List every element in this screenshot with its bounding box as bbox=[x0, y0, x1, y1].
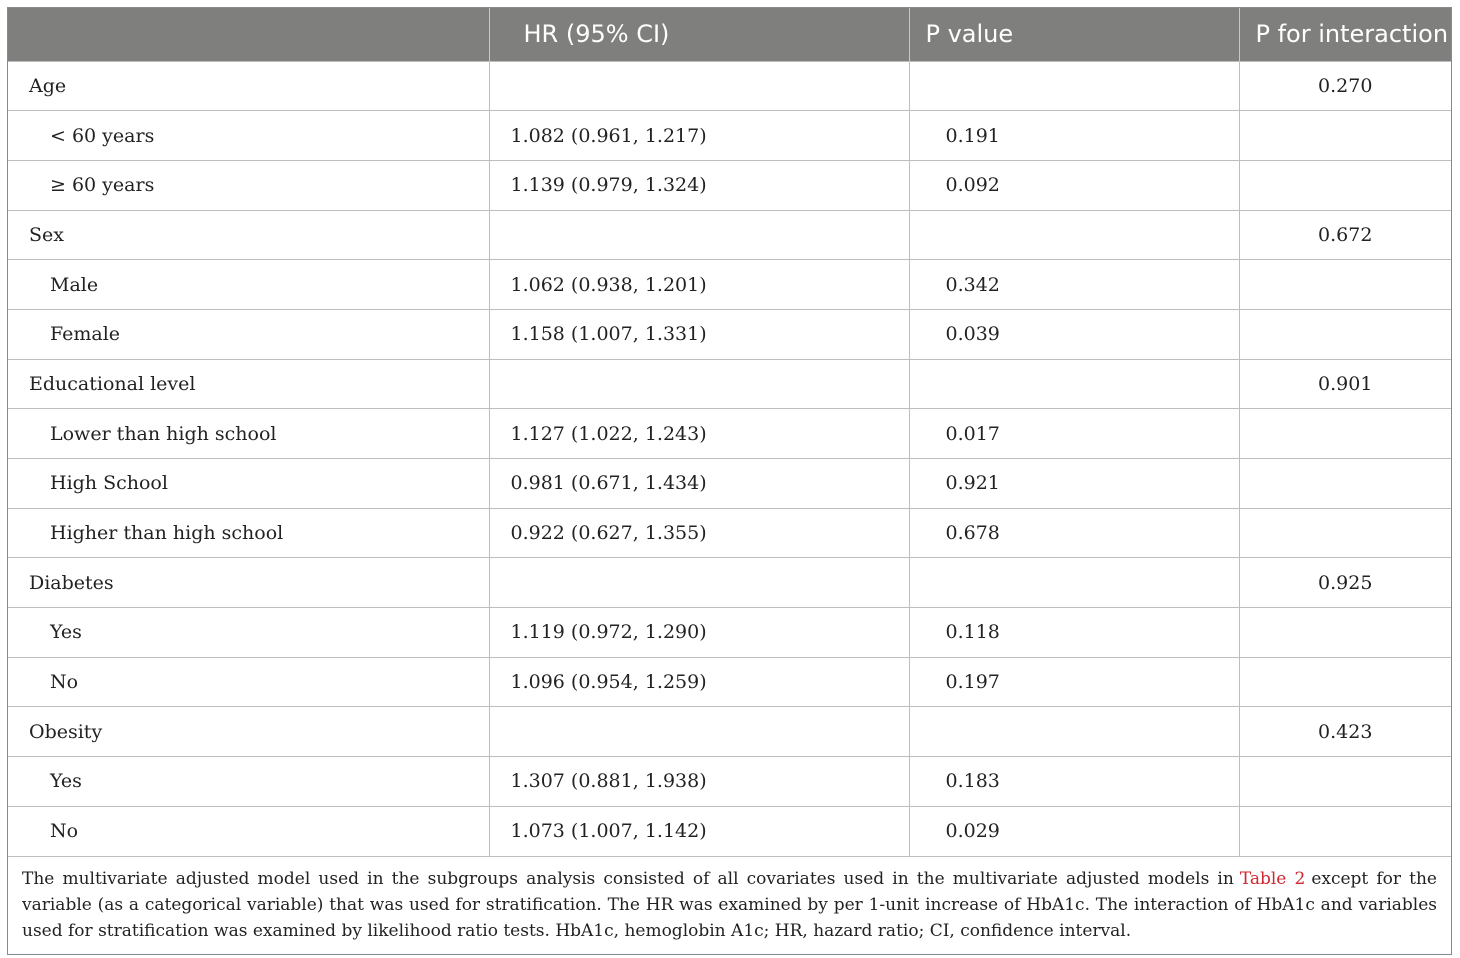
table-row bbox=[8, 707, 1451, 757]
table-row bbox=[8, 459, 1451, 509]
table-row bbox=[8, 508, 1451, 558]
table-row bbox=[8, 359, 1451, 409]
row-label: ≥ 60 years bbox=[8, 160, 489, 210]
row-p-value: 0.092 bbox=[909, 160, 1239, 210]
row-hr bbox=[489, 359, 909, 409]
row-hr: 1.073 (1.007, 1.142) bbox=[489, 806, 909, 856]
row-label: Age bbox=[8, 61, 489, 111]
row-p-value bbox=[909, 558, 1239, 608]
footnote-text-after: except for the variable (as a categorical variable) that was used for stratification. The HR was examined by per 1-unit increase of HbA1c. The interaction of HbA1c and variables used for stratification was examined by likelihood ratio tests. HbA1c, hemoglobin A1c; HR, hazard ratio; CI, confidence interval. bbox=[22, 869, 1437, 941]
row-label: No bbox=[8, 806, 489, 856]
row-p-value: 0.183 bbox=[909, 757, 1239, 807]
row-hr: 0.922 (0.627, 1.355) bbox=[489, 508, 909, 558]
row-hr bbox=[489, 707, 909, 757]
row-label: Educational level bbox=[8, 359, 489, 409]
row-p-interaction bbox=[1239, 459, 1451, 509]
row-p-interaction: 0.423 bbox=[1239, 707, 1451, 757]
row-label: Sex bbox=[8, 210, 489, 260]
row-p-value bbox=[909, 210, 1239, 260]
row-p-value bbox=[909, 61, 1239, 111]
subgroup-analysis-table bbox=[7, 7, 1452, 955]
row-p-interaction bbox=[1239, 409, 1451, 459]
footnote-text-before: The multivariate adjusted model used in the subgroups analysis consisted of all covariates used in the multivariate adjusted models in bbox=[22, 869, 1234, 889]
row-label: Yes bbox=[8, 757, 489, 807]
row-hr bbox=[489, 558, 909, 608]
row-hr: 1.119 (0.972, 1.290) bbox=[489, 608, 909, 658]
row-label: Male bbox=[8, 260, 489, 310]
row-hr bbox=[489, 210, 909, 260]
row-label: Lower than high school bbox=[8, 409, 489, 459]
row-p-value: 0.029 bbox=[909, 806, 1239, 856]
table-body bbox=[8, 61, 1451, 856]
row-p-interaction: 0.925 bbox=[1239, 558, 1451, 608]
row-hr: 1.158 (1.007, 1.331) bbox=[489, 309, 909, 359]
header-row bbox=[8, 8, 1451, 61]
row-hr bbox=[489, 61, 909, 111]
row-p-interaction bbox=[1239, 806, 1451, 856]
row-label: No bbox=[8, 657, 489, 707]
row-hr: 1.082 (0.961, 1.217) bbox=[489, 111, 909, 161]
table-footnote bbox=[8, 856, 1451, 954]
table-row bbox=[8, 806, 1451, 856]
row-hr: 0.981 (0.671, 1.434) bbox=[489, 459, 909, 509]
row-p-interaction bbox=[1239, 309, 1451, 359]
row-label: Higher than high school bbox=[8, 508, 489, 558]
row-p-value: 0.678 bbox=[909, 508, 1239, 558]
table-row bbox=[8, 409, 1451, 459]
table-row bbox=[8, 210, 1451, 260]
row-p-value: 0.342 bbox=[909, 260, 1239, 310]
row-p-value: 0.191 bbox=[909, 111, 1239, 161]
row-p-interaction: 0.270 bbox=[1239, 61, 1451, 111]
row-label: Yes bbox=[8, 608, 489, 658]
table-row bbox=[8, 260, 1451, 310]
row-p-interaction bbox=[1239, 160, 1451, 210]
header-p-value: P value bbox=[909, 8, 1239, 61]
row-hr: 1.062 (0.938, 1.201) bbox=[489, 260, 909, 310]
row-label: Diabetes bbox=[8, 558, 489, 608]
row-hr: 1.139 (0.979, 1.324) bbox=[489, 160, 909, 210]
table-row bbox=[8, 657, 1451, 707]
row-p-interaction bbox=[1239, 508, 1451, 558]
table-2-link[interactable]: Table 2 bbox=[1239, 869, 1306, 889]
row-hr: 1.096 (0.954, 1.259) bbox=[489, 657, 909, 707]
data-table bbox=[8, 8, 1451, 856]
table-header bbox=[8, 8, 1451, 61]
table-row bbox=[8, 757, 1451, 807]
row-p-interaction bbox=[1239, 757, 1451, 807]
table-row bbox=[8, 558, 1451, 608]
row-p-value: 0.118 bbox=[909, 608, 1239, 658]
row-p-value bbox=[909, 707, 1239, 757]
header-hr: HR (95% CI) bbox=[489, 8, 909, 61]
row-p-interaction: 0.672 bbox=[1239, 210, 1451, 260]
table-row bbox=[8, 309, 1451, 359]
row-label: Obesity bbox=[8, 707, 489, 757]
table-row bbox=[8, 608, 1451, 658]
row-p-interaction bbox=[1239, 608, 1451, 658]
row-p-interaction bbox=[1239, 111, 1451, 161]
row-label: Female bbox=[8, 309, 489, 359]
table-row bbox=[8, 111, 1451, 161]
row-p-interaction: 0.901 bbox=[1239, 359, 1451, 409]
row-label: High School bbox=[8, 459, 489, 509]
row-label: < 60 years bbox=[8, 111, 489, 161]
row-p-value bbox=[909, 359, 1239, 409]
table-row bbox=[8, 160, 1451, 210]
row-p-value: 0.017 bbox=[909, 409, 1239, 459]
row-p-interaction bbox=[1239, 657, 1451, 707]
row-hr: 1.307 (0.881, 1.938) bbox=[489, 757, 909, 807]
table-row bbox=[8, 61, 1451, 111]
row-p-interaction bbox=[1239, 260, 1451, 310]
row-p-value: 0.197 bbox=[909, 657, 1239, 707]
row-p-value: 0.921 bbox=[909, 459, 1239, 509]
header-subgroup bbox=[8, 8, 489, 61]
header-p-interaction: P for interaction bbox=[1239, 8, 1451, 61]
row-p-value: 0.039 bbox=[909, 309, 1239, 359]
row-hr: 1.127 (1.022, 1.243) bbox=[489, 409, 909, 459]
